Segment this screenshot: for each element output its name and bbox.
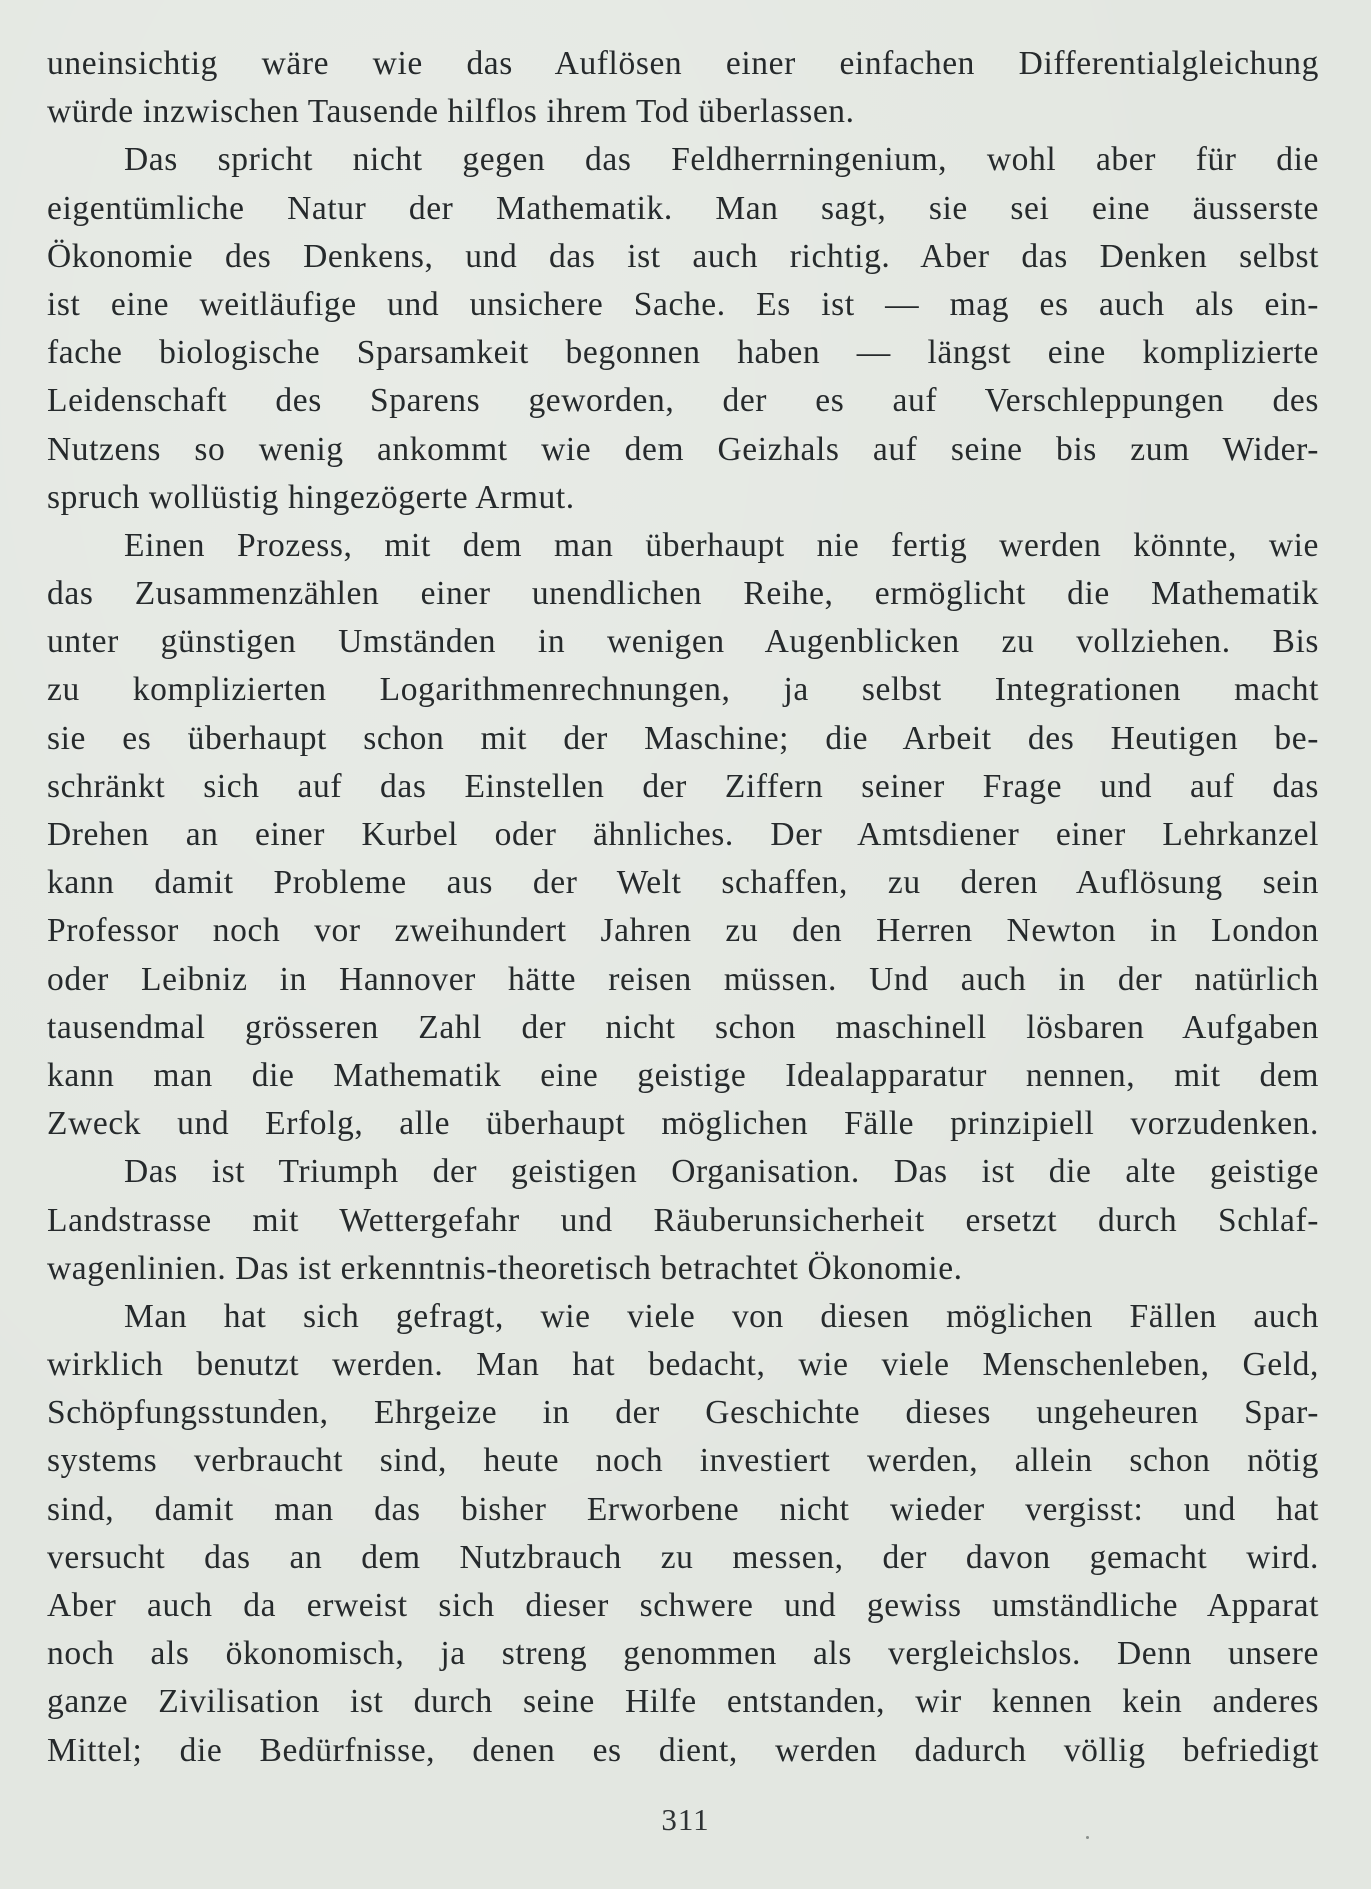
text-line-8: Leidenschaft des Sparens geworden, der es auf Verschleppungen des bbox=[47, 382, 1319, 420]
text-line-21: tausendmal grösseren Zahl der nicht schon maschinell lösbaren Aufgaben bbox=[47, 1008, 1319, 1046]
page-number: 311 bbox=[661, 1802, 710, 1837]
text-line-27: Man hat sich gefragt, wie viele von diesen möglichen Fällen auch bbox=[124, 1297, 1319, 1335]
text-line-22: kann man die Mathematik eine geistige Idealapparatur nennen, mit dem bbox=[47, 1056, 1319, 1094]
text-line-33: Aber auch da erweist sich dieser schwere und gewiss umständliche Apparat bbox=[47, 1587, 1319, 1624]
text-line-11: Einen Prozess, mit dem man überhaupt nie fertig werden könnte, wie bbox=[124, 526, 1319, 564]
text-line-16: schränkt sich auf das Einstellen der Ziffern seiner Frage und auf das bbox=[47, 767, 1319, 805]
text-line-34: noch als ökonomisch, ja streng genommen als vergleichslos. Denn unsere bbox=[47, 1635, 1319, 1673]
text-line-31: sind, damit man das bisher Erworbene nicht wieder vergisst: und hat bbox=[47, 1490, 1319, 1528]
text-line-1: uneinsichtig wäre wie das Auflösen einer einfachen Differentialgleichung bbox=[47, 45, 1319, 82]
text-line-30: systems verbraucht sind, heute noch investiert werden, allein schon nötig bbox=[47, 1442, 1319, 1480]
text-line-28: wirklich benutzt werden. Man hat bedacht, wie viele Menschenleben, Geld, bbox=[47, 1346, 1319, 1384]
body-text bbox=[47, 40, 1319, 1775]
text-line-12: das Zusammenzählen einer unendlichen Reihe, ermöglicht die Mathematik bbox=[47, 575, 1319, 613]
text-line-14: zu komplizierten Logarithmenrechnungen, ja selbst Integrationen macht bbox=[47, 671, 1319, 709]
text-line-24: Das ist Triumph der geistigen Organisation. Das ist die alte geistige bbox=[124, 1153, 1319, 1191]
text-line-26: wagenlinien. Das ist erkenntnis-theoretisch betrachtet Ökonomie. bbox=[47, 1249, 963, 1287]
text-line-5: Ökonomie des Denkens, und das ist auch richtig. Aber das Denken selbst bbox=[47, 237, 1319, 275]
text-line-4: eigentümliche Natur der Mathematik. Man sagt, sie sei eine äusserste bbox=[47, 189, 1319, 227]
text-line-32: versucht das an dem Nutzbrauch zu messen, der davon gemacht wird. bbox=[47, 1538, 1319, 1576]
text-line-20: oder Leibniz in Hannover hätte reisen müssen. Und auch in der natürlich bbox=[47, 960, 1319, 998]
text-line-10: spruch wollüstig hingezögerte Armut. bbox=[47, 478, 575, 516]
text-line-6: ist eine weitläufige und unsichere Sache. Es ist — mag es auch als ein- bbox=[47, 285, 1319, 323]
text-line-7: fache biologische Sparsamkeit begonnen haben — längst eine komplizierte bbox=[47, 334, 1319, 372]
text-line-15: sie es überhaupt schon mit der Maschine; die Arbeit des Heutigen be- bbox=[47, 719, 1319, 757]
text-line-9: Nutzens so wenig ankommt wie dem Geizhals auf seine bis zum Wider- bbox=[47, 430, 1319, 468]
text-line-13: unter günstigen Umständen in wenigen Augenblicken zu vollziehen. Bis bbox=[47, 623, 1319, 661]
text-line-35: ganze Zivilisation ist durch seine Hilfe entstanden, wir kennen kein anderes bbox=[47, 1683, 1319, 1721]
text-line-2: würde inzwischen Tausende hilflos ihrem Tod überlassen. bbox=[47, 93, 855, 131]
text-line-17: Drehen an einer Kurbel oder ähnliches. Der Amtsdiener einer Lehrkanzel bbox=[47, 816, 1319, 853]
text-line-18: kann damit Probleme aus der Welt schaffen, zu deren Auflösung sein bbox=[47, 864, 1319, 902]
text-line-25: Landstrasse mit Wettergefahr und Räuberunsicherheit ersetzt durch Schlaf- bbox=[47, 1201, 1319, 1239]
text-line-36: Mittel; die Bedürfnisse, denen es dient, werden dadurch völlig befriedigt bbox=[47, 1731, 1319, 1769]
text-line-19: Professor noch vor zweihundert Jahren zu den Herren Newton in London bbox=[47, 912, 1319, 950]
text-line-29: Schöpfungsstunden, Ehrgeize in der Geschichte dieses ungeheuren Spar- bbox=[47, 1394, 1319, 1432]
paper-speck bbox=[1086, 1836, 1089, 1839]
text-line-3: Das spricht nicht gegen das Feldherrningenium, wohl aber für die bbox=[124, 141, 1319, 179]
text-line-23: Zweck und Erfolg, alle überhaupt möglichen Fälle prinzipiell vorzudenken. bbox=[47, 1105, 1319, 1143]
